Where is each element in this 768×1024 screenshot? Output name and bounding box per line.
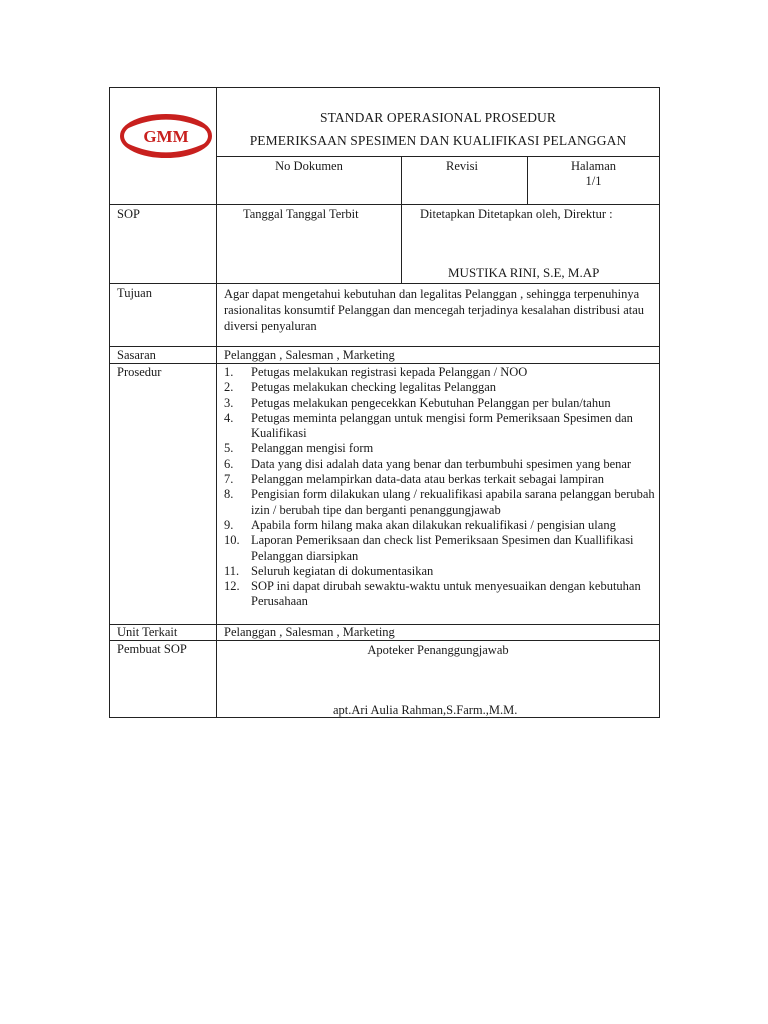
no-dokumen-label: No Dokumen [275,159,343,173]
logo-cell [110,88,217,205]
tujuan-cell [217,284,660,347]
step-text: Petugas melakukan checking legalitas Pelanggan [251,380,497,395]
step-number: 6. [224,456,234,471]
step-text: Pengisian form dilakukan ulang / rekualifikasi apabila sarana pelanggan berubah izin / berubah tipe dan berganti penanggungjawab [251,487,655,517]
tujuan-label: Tujuan [110,284,217,347]
prosedur-step [224,533,655,564]
prosedur-step [224,564,655,579]
step-text: Petugas meminta pelanggan untuk mengisi form Pemeriksaan Spesimen dan Kualifikasi [251,410,633,441]
step-number: 4. [224,410,234,425]
step-text: Petugas melakukan registrasi kepada Pelanggan / NOO [251,365,528,379]
halaman-cell [528,157,660,205]
sop-document [109,87,659,718]
revisi-cell [402,157,528,205]
sop-table [109,87,660,718]
prosedur-step [224,411,655,442]
step-text: Data yang disi adalah data yang benar dan terbumbuhi spesimen yang benar [251,456,632,471]
prosedur-step [224,472,655,487]
revisi-label: Revisi [446,159,478,173]
signer-name: MUSTIKA RINI, S.E, M.AP [448,265,600,280]
sasaran-label: Sasaran [110,347,217,364]
logo-text: GMM [143,127,189,146]
prosedur-label: Prosedur [110,364,217,625]
pembuat-cell [217,640,660,717]
step-number: 2. [224,380,234,395]
tanggal-terbit: Tanggal Tanggal Terbit [217,205,402,284]
step-text: SOP ini dapat dirubah sewaktu-waktu untuk menyesuaikan dengan kebutuhan Perusahaan [251,579,641,609]
step-text: Pelanggan mengisi form [251,441,374,456]
pembuat-label: Pembuat SOP [110,640,217,717]
sop-title: STANDAR OPERASIONAL PROSEDUR [320,110,556,125]
step-number: 1. [224,365,234,379]
step-number: 10. [224,533,240,548]
ditetapkan-cell [402,205,660,284]
prosedur-step [224,441,655,456]
unit-terkait-label: Unit Terkait [110,624,217,640]
prosedur-cell [217,364,660,625]
halaman-label: Halaman [570,159,617,173]
step-number: 9. [224,517,234,532]
tujuan-text: Agar dapat mengetahui kebutuhan dan legalitas Pelanggan , sehingga terpenuhinya rasionalitas konsumtif Pelanggan dan mencegah terjadinya kesalahan distribusi atau diversi penyaluran [224,287,645,333]
no-dokumen-cell [217,157,402,205]
ditetapkan-label: Ditetapkan Ditetapkan oleh, Direktur : [420,207,613,221]
step-text: Petugas melakukan pengecekkan Kebutuhan Pelanggan per bulan/tahun [251,395,611,410]
sop-subtitle: PEMERIKSAAN SPESIMEN DAN KUALIFIKASI PELANGGAN [249,133,627,148]
prosedur-step [224,518,655,533]
sasaran-text: Pelanggan , Salesman , Marketing [217,347,660,364]
step-text: Apabila form hilang maka akan dilakukan rekualifikasi / pengisian ulang [251,517,616,532]
step-text: Pelanggan melampirkan data-data atau berkas terkait sebagai lampiran [251,472,604,487]
step-number: 12. [224,579,240,594]
step-number: 3. [224,395,234,410]
apoteker-name: apt.Ari Aulia Rahman,S.Farm.,M.M. [333,702,518,717]
step-number: 11. [224,563,240,578]
unit-terkait-text: Pelanggan , Salesman , Marketing [217,624,660,640]
prosedur-step [224,579,655,610]
prosedur-list [224,365,655,610]
step-number: 5. [224,441,234,456]
prosedur-step [224,380,655,395]
step-number: 8. [224,487,234,502]
sop-label: SOP [110,205,217,284]
step-text: Laporan Pemeriksaan dan check list Pemeriksaan Spesimen dan Kuallifikasi Pelanggan diarsipkan [251,533,634,563]
prosedur-step [224,457,655,472]
gmm-logo [120,113,212,159]
prosedur-step [224,487,655,518]
step-number: 7. [224,472,234,487]
title-block [217,88,660,157]
halaman-value: 1/1 [585,174,602,188]
prosedur-step [224,396,655,411]
apoteker-role: Apoteker Penanggungjawab [367,642,509,657]
prosedur-step [224,365,655,380]
step-text: Seluruh kegiatan di dokumentasikan [251,563,434,578]
